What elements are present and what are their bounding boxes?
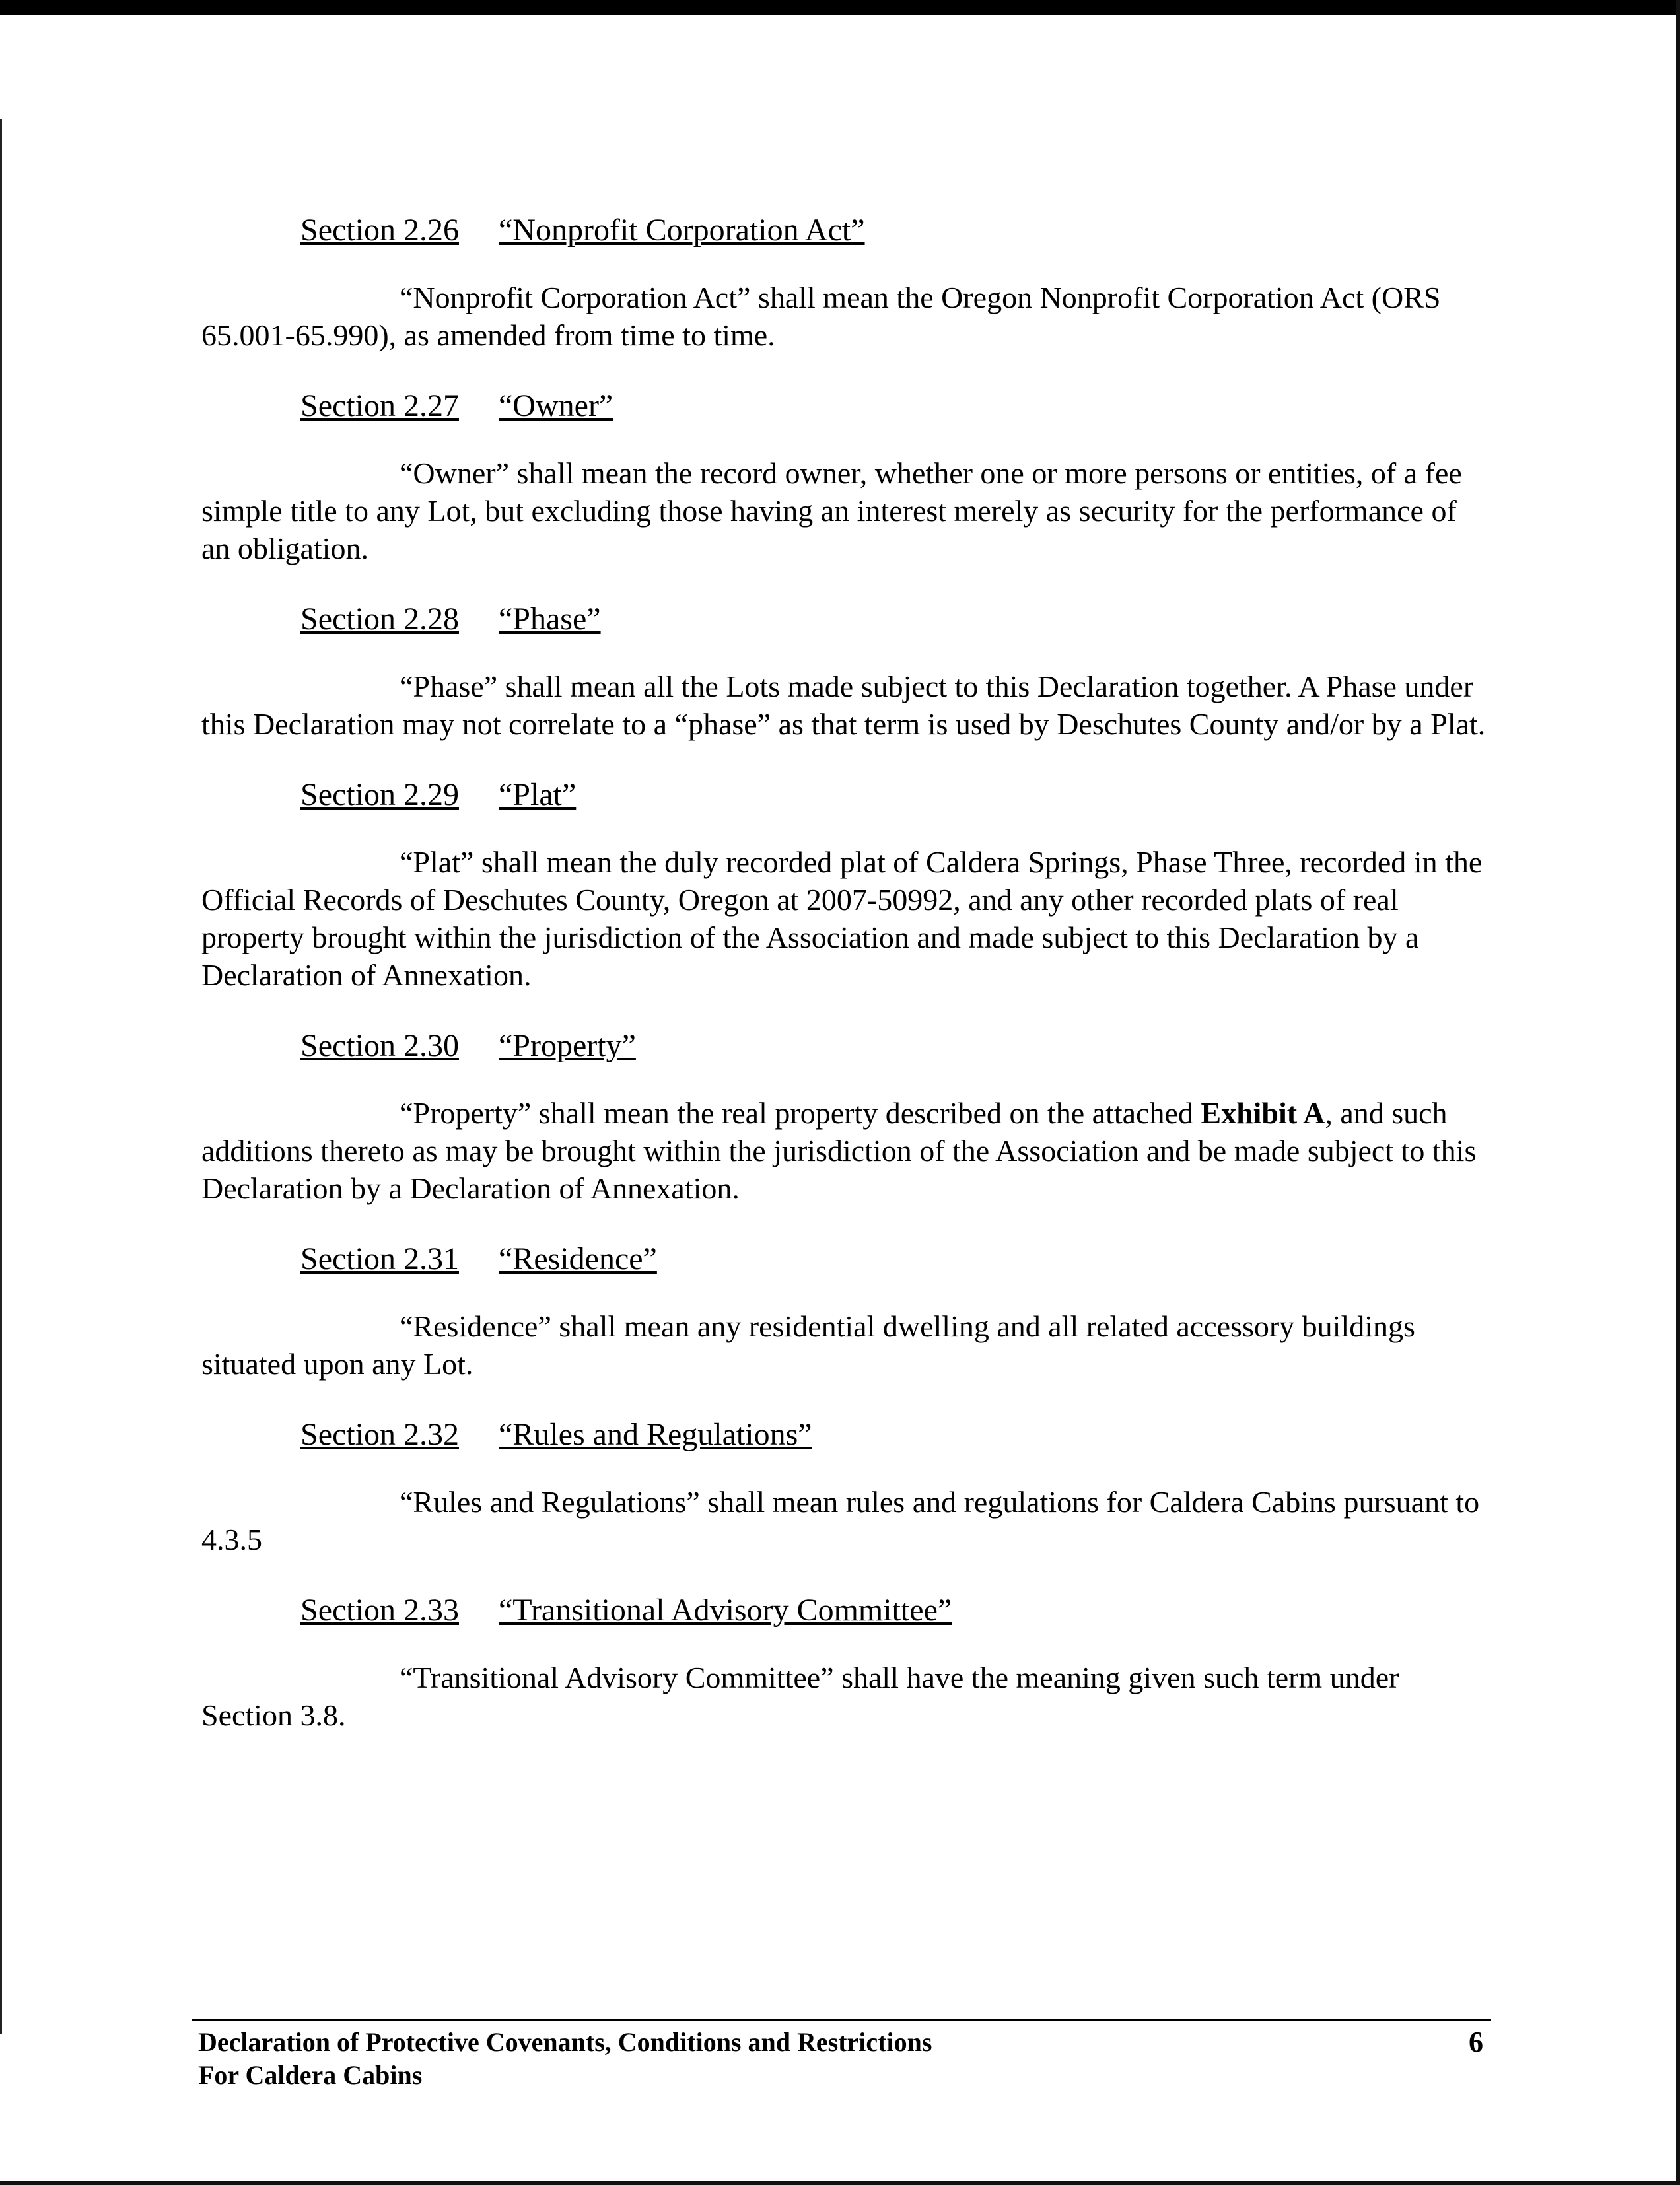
section-2-27: [201, 387, 1489, 567]
scan-border-bottom: [0, 2181, 1680, 2185]
section-paragraph: “Owner” shall mean the record owner, whether one or more persons or entities, of a fee simple title to any Lot, but excluding those having an interest merely as security for the performance of an obligation.: [201, 456, 1462, 565]
section-term: “Nonprofit Corporation Act”: [499, 213, 865, 248]
section-number: Section 2.33: [300, 1593, 459, 1628]
paragraph-text: , and such additions thereto as may be brought within the jurisdiction of the Association and be made subject to this Declaration by a Declaration of Annexation.: [201, 1096, 1477, 1205]
section-2-29: [201, 776, 1489, 994]
section-heading: [300, 1416, 1489, 1454]
document-body: [201, 211, 1489, 1767]
section-number: Section 2.29: [300, 777, 459, 812]
page-number: 6: [1469, 2026, 1483, 2058]
section-2-33: [201, 1591, 1489, 1734]
footer-title: [198, 2026, 1489, 2092]
section-number: Section 2.27: [300, 388, 459, 423]
section-heading: [300, 387, 1489, 425]
section-2-32: [201, 1416, 1489, 1558]
section-heading: [300, 1240, 1489, 1278]
section-paragraph: “Phase” shall mean all the Lots made subject to this Declaration together. A Phase under this Declaration may not correlate to a “phase” as that term is used by Deschutes County and/or by a Plat.: [201, 670, 1486, 741]
section-number: Section 2.32: [300, 1417, 459, 1452]
section-heading: [300, 600, 1489, 639]
section-term: “Transitional Advisory Committee”: [499, 1593, 952, 1628]
section-heading: [300, 211, 1489, 250]
section-paragraph: “Transitional Advisory Committee” shall have the meaning given such term under Section 3.8.: [201, 1661, 1399, 1732]
section-term: “Rules and Regulations”: [499, 1417, 812, 1452]
paragraph-text: “Property” shall mean the real property described on the attached: [400, 1096, 1201, 1130]
section-paragraph: “Residence” shall mean any residential dwelling and all related accessory buildings situated upon any Lot.: [201, 1309, 1415, 1381]
section-2-31: [201, 1240, 1489, 1383]
section-heading: [300, 1591, 1489, 1630]
section-paragraph: “Plat” shall mean the duly recorded plat of Caldera Springs, Phase Three, recorded in the Official Records of Deschutes County, Oregon at 2007-50992, and any other recorded plats of real property brought within the jurisdiction of the Association and made subject to this Declaration by a Declaration of Annexation.: [201, 845, 1483, 992]
section-number: Section 2.26: [300, 213, 459, 248]
section-number: Section 2.31: [300, 1241, 459, 1276]
section-heading: [300, 776, 1489, 814]
section-2-30: [201, 1027, 1489, 1207]
section-term: “Property”: [499, 1028, 636, 1063]
section-heading: [300, 1027, 1489, 1065]
section-2-28: [201, 600, 1489, 743]
section-term: “Residence”: [499, 1241, 657, 1276]
footer-line-1: Declaration of Protective Covenants, Conditions and Restrictions: [198, 2027, 932, 2057]
section-term: “Owner”: [499, 388, 613, 423]
scan-border-left: [0, 119, 2, 2034]
scan-border-top: [0, 0, 1680, 15]
section-number: Section 2.30: [300, 1028, 459, 1063]
section-term: “Plat”: [499, 777, 577, 812]
section-number: Section 2.28: [300, 602, 459, 637]
footer-line-2: For Caldera Cabins: [198, 2060, 423, 2090]
footer-divider: [192, 2019, 1491, 2021]
section-paragraph: [201, 1094, 1489, 1207]
section-paragraph: “Nonprofit Corporation Act” shall mean the Oregon Nonprofit Corporation Act (ORS 65.001-65.990), as amended from time to time.: [201, 281, 1441, 352]
section-term: “Phase”: [499, 602, 601, 637]
scan-border-right: [1676, 0, 1680, 2185]
section-paragraph: “Rules and Regulations” shall mean rules and regulations for Caldera Cabins pursuant to 4.3.5: [201, 1485, 1480, 1556]
section-2-26: [201, 211, 1489, 354]
exhibit-reference: Exhibit A: [1201, 1096, 1325, 1130]
